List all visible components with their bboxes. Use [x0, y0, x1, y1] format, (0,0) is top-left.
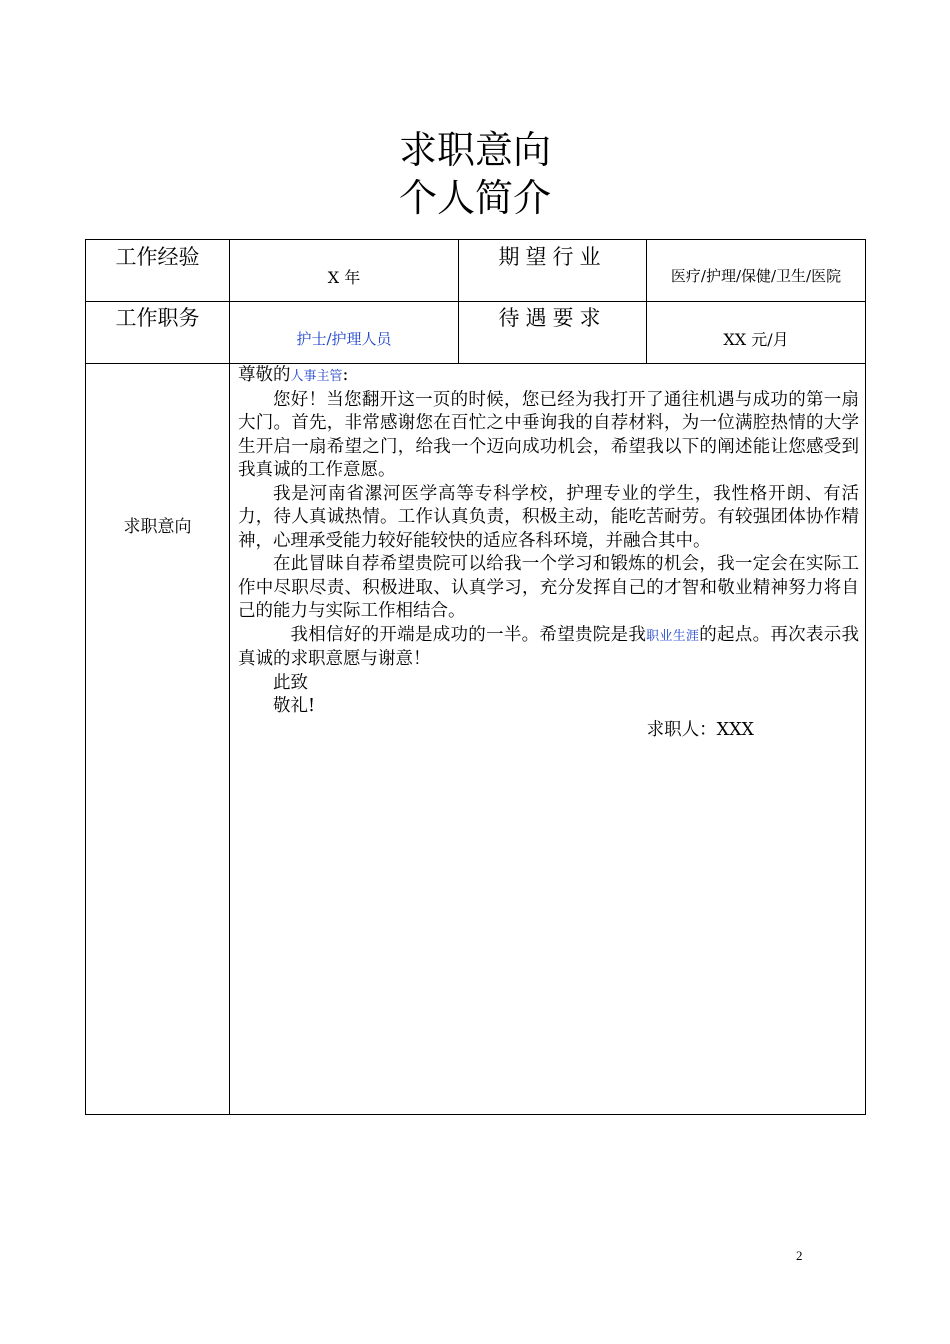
- letter-paragraph-3: 在此冒昧自荐希望贵院可以给我一个学习和锻炼的机会，我一定会在实际工作中尽职尽责、积极进取、认真学习，充分发挥自己的才智和敬业精神努力将自己的能力与实际工作相结合。: [238, 554, 859, 621]
- paragraph-4-part-b: 的起点。再次表示我真诚的求职意愿与谢意！: [238, 624, 859, 669]
- letter-paragraph-1: 您好！当您翻开这一页的时候，您已经为我打开了通往机遇与成功的第一扇大门。首先，非常感谢您在百忙之中垂询我的自荐材料，为一位满腔热情的大学生开启一扇希望之门，给我一个迈向成功机会，希望我以下的阐述能让您感受到我真诚的工作意愿。: [238, 389, 859, 480]
- salary-requirement-value: XX 元/月: [647, 302, 866, 364]
- table-row: [86, 302, 866, 364]
- job-position-label: 工作职务: [86, 302, 230, 364]
- signature: 求职人：XXX: [646, 719, 754, 740]
- letter-paragraph-2: 我是河南省漯河医学高等专科学校，护理专业的学生，我性格开朗、有活力，待人真诚热情。工作认真负责，积极主动，能吃苦耐劳。有较强团体协作精神，心理承受能力较好能较快的适应各科环境，并融合其中。: [238, 483, 859, 551]
- salary-requirement-label: 待遇要求: [459, 302, 647, 364]
- table-row: [86, 364, 866, 1115]
- salutation: [238, 364, 859, 389]
- salutation-suffix: :: [342, 365, 349, 385]
- closing-line-2: 敬礼!: [273, 696, 316, 716]
- job-intention-label: 求职意向: [86, 364, 230, 1115]
- expected-industry-label: 期望行业: [459, 240, 647, 302]
- salutation-recipient: 人事主管: [290, 369, 343, 384]
- salutation-prefix: 尊敬的: [238, 365, 291, 385]
- expected-industry-value: 医疗/护理/保健/卫生/医院: [647, 240, 866, 302]
- page-subtitle: 个人简介: [398, 176, 551, 220]
- job-position-value: 护士/护理人员: [230, 302, 459, 364]
- paragraph-4-part-a: 我相信好的开端是成功的一半。希望贵院是我: [290, 624, 647, 645]
- resume-table: [85, 239, 866, 1115]
- work-experience-value: X 年: [230, 240, 459, 302]
- work-experience-label: 工作经验: [86, 240, 230, 302]
- page-number: 2: [796, 1248, 803, 1263]
- career-link[interactable]: 职业生涯: [646, 628, 700, 644]
- page-title: 求职意向: [398, 128, 551, 172]
- table-row: [86, 240, 866, 302]
- cover-letter: [230, 364, 866, 1115]
- closing-line-1: 此致: [273, 672, 308, 693]
- letter-paragraph-4: [238, 624, 859, 672]
